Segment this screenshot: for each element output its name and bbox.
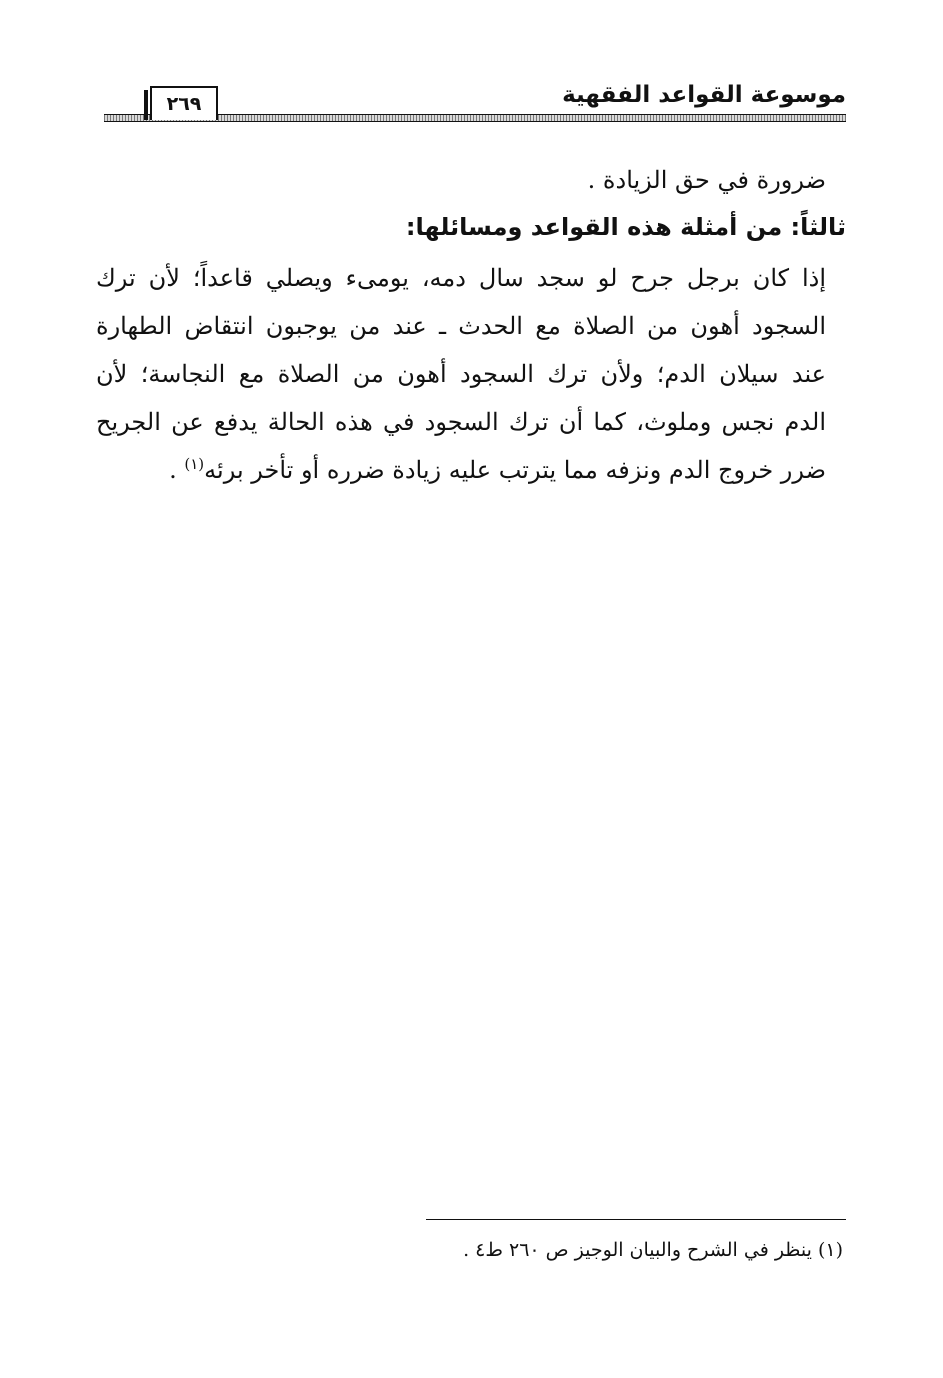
main-text: [96, 156, 846, 494]
paragraph-line: الدم نجس وملوث، كما أن ترك السجود في هذه الحالة يدفع عن الجريح: [96, 408, 826, 436]
paragraph-line: عند سيلان الدم؛ ولأن ترك السجود أهون من الصلاة مع النجاسة؛ لأن: [96, 360, 826, 388]
section-heading: ثالثاً: من أمثلة هذه القواعد ومسائلها:: [405, 213, 846, 241]
lead-line: ضرورة في حق الزيادة .: [587, 166, 826, 194]
footnote-1: (١) ينظر في الشرح والبيان الوجيز ص ٢٦٠ ط٤ .: [463, 1239, 843, 1261]
footnotes: [463, 1234, 843, 1266]
footnote-reference[interactable]: (١): [184, 455, 205, 473]
paragraph-last-line-text: ضرر خروج الدم ونزفه مما يترتب عليه زيادة ضرره أو تأخر برئه: [204, 456, 826, 484]
paragraph-line: السجود أهون من الصلاة مع الحدث ـ عند من يوجبون انتقاض الطهارة: [96, 312, 826, 340]
paragraph: [96, 254, 826, 494]
paragraph-line: إذا كان برجل جرح لو سجد سال دمه، يومىء ويصلي قاعداً؛ لأن ترك: [96, 264, 826, 292]
book-title: موسوعة القواعد الفقهية: [562, 82, 846, 108]
paragraph-last-line: [96, 446, 826, 494]
page-header: [104, 80, 846, 126]
page-number: ٢٦٩: [150, 86, 218, 120]
footnote-separator: [426, 1219, 846, 1220]
paragraph-end-mark: .: [169, 456, 185, 484]
